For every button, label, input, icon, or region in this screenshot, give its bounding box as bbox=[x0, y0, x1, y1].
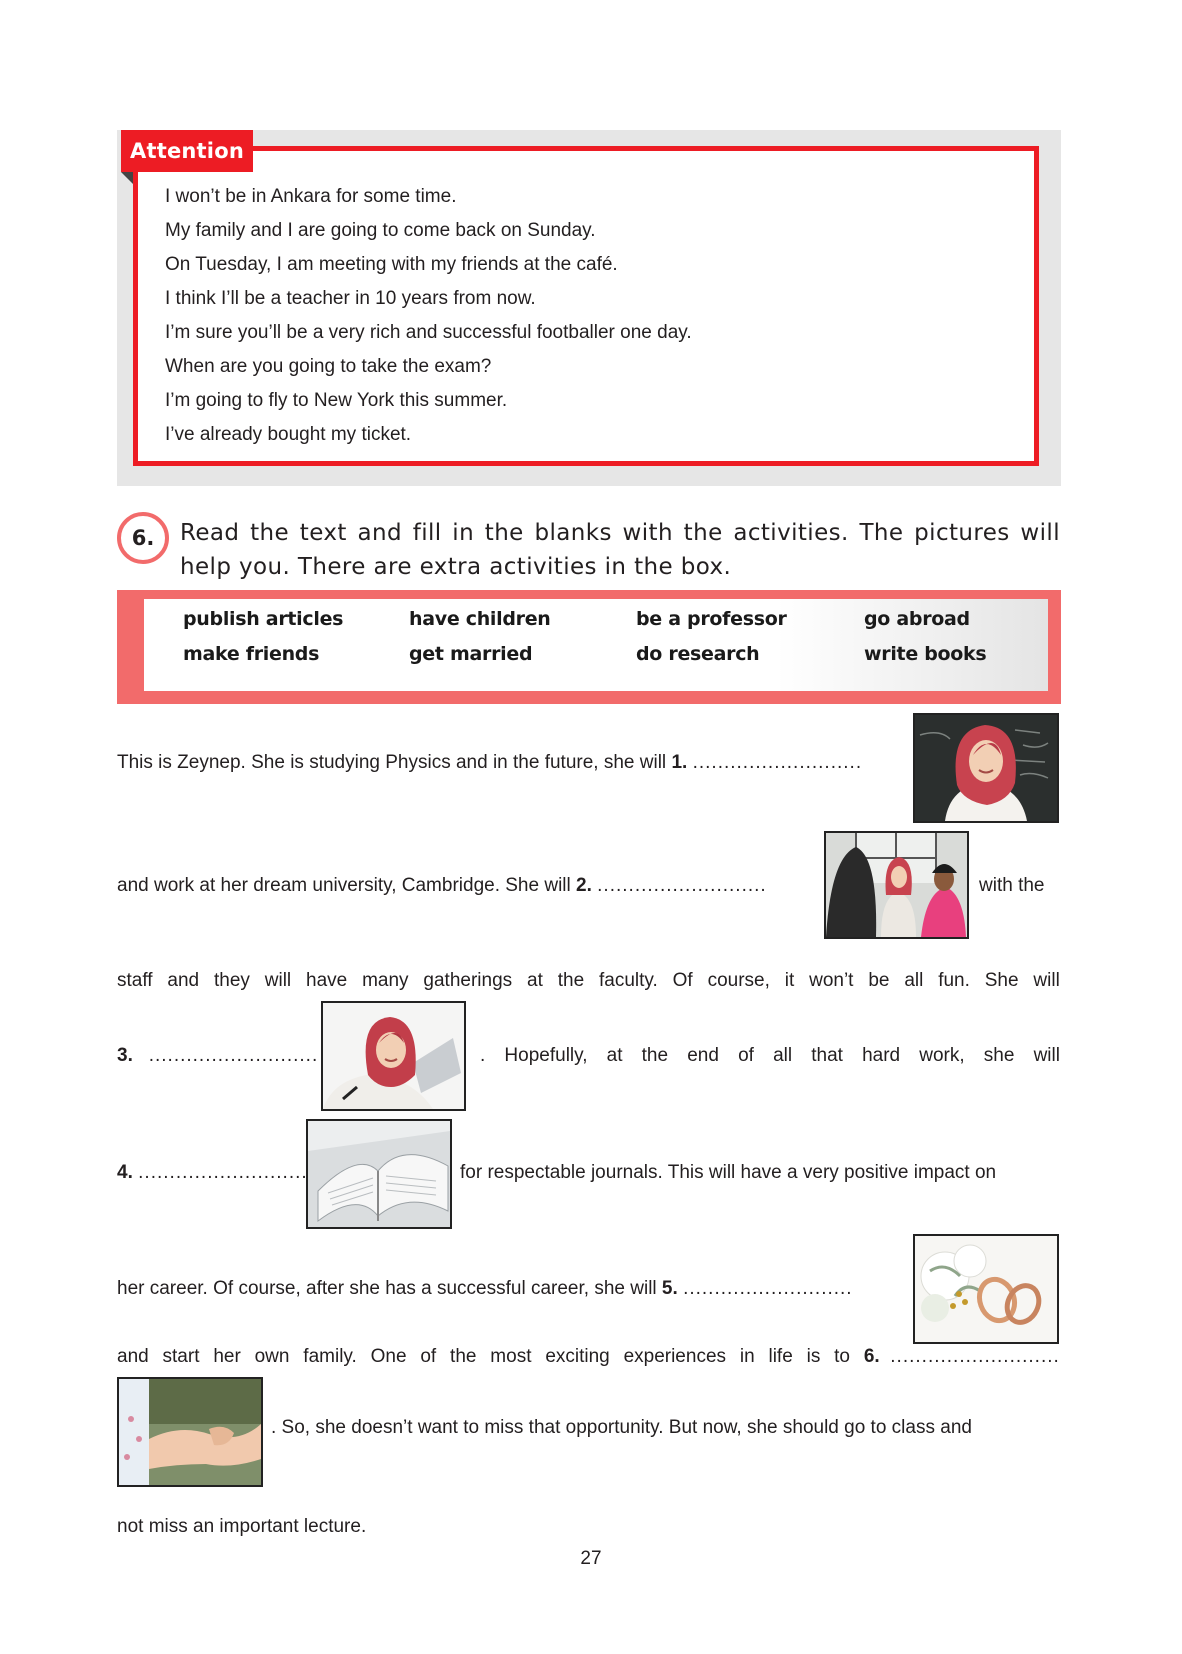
activity-item: have children bbox=[409, 608, 551, 630]
story-line-7: and start her own family. One of the most exciting experiences in life is to 6. ........................... bbox=[117, 1346, 1060, 1367]
blank-number: 1. bbox=[671, 752, 688, 773]
attention-line: I won’t be in Ankara for some time. bbox=[165, 186, 457, 207]
blank-5[interactable]: ........................... bbox=[683, 1278, 853, 1299]
exercise-instruction: Read the text and fill in the blanks with the activities. The pictures will help you. There are extra activities in the box. bbox=[180, 520, 1060, 580]
blank-1[interactable]: ........................... bbox=[692, 752, 863, 773]
activity-item: go abroad bbox=[864, 608, 970, 630]
exercise-number: 6. bbox=[117, 512, 169, 564]
attention-line: I’ve already bought my ticket. bbox=[165, 424, 412, 445]
blank-4[interactable]: ........................... bbox=[138, 1162, 308, 1183]
attention-lines bbox=[165, 180, 692, 452]
attention-line: I think I’ll be a teacher in 10 years from now. bbox=[165, 288, 536, 309]
professor-illustration bbox=[915, 715, 1057, 821]
blank-number: 5. bbox=[661, 1278, 678, 1299]
story-line-1: This is Zeynep. She is studying Physics and in the future, she will 1. ........................... bbox=[117, 752, 863, 773]
blank-3[interactable]: ........................... bbox=[148, 1045, 319, 1066]
story-line-2: and work at her dream university, Cambridge. She will 2. ........................... bbox=[117, 875, 767, 896]
attention-label: Attention bbox=[121, 130, 253, 172]
story-line-5-start bbox=[117, 1161, 308, 1185]
story-line-4-start bbox=[117, 1044, 318, 1068]
activity-item: get married bbox=[409, 643, 533, 665]
story-line-6: her career. Of course, after she has a successful career, she will 5. ........................... bbox=[117, 1278, 853, 1299]
story-line-2-end: with the bbox=[979, 875, 1045, 896]
story-line-8: . So, she doesn’t want to miss that opportunity. But now, she should go to class and bbox=[271, 1417, 972, 1438]
blank-number: 6. bbox=[863, 1346, 880, 1367]
page-number: 27 bbox=[580, 1548, 602, 1569]
rings-illustration bbox=[915, 1236, 1057, 1342]
activity-item: publish articles bbox=[183, 608, 344, 630]
holding-hands-illustration bbox=[119, 1379, 261, 1485]
activity-item: make friends bbox=[183, 643, 320, 665]
blank-2[interactable]: ........................... bbox=[597, 875, 767, 896]
attention-line: On Tuesday, I am meeting with my friends at the café. bbox=[165, 254, 618, 275]
attention-line: My family and I are going to come back on Sunday. bbox=[165, 220, 596, 241]
attention-line: When are you going to take the exam? bbox=[165, 356, 492, 377]
blank-6[interactable]: ........................... bbox=[890, 1346, 1060, 1367]
blank-number: 3. bbox=[117, 1045, 133, 1066]
blank-number: 4. bbox=[117, 1162, 133, 1183]
research-illustration bbox=[323, 1003, 464, 1109]
story-line-3: staff and they will have many gatherings at the faculty. Of course, it won’t be all fun. She will bbox=[117, 970, 1060, 991]
research-picture bbox=[321, 1001, 466, 1111]
articles-picture bbox=[306, 1119, 452, 1229]
children-picture bbox=[117, 1377, 263, 1487]
friends-picture bbox=[824, 831, 969, 939]
blank-number: 2. bbox=[576, 875, 592, 896]
journal-illustration bbox=[308, 1121, 450, 1227]
wedding-rings-picture bbox=[913, 1234, 1059, 1344]
activity-item: do research bbox=[636, 643, 760, 665]
story-line-4-end: . Hopefully, at the end of all that hard work, she will bbox=[480, 1045, 1060, 1066]
attention-line: I’m going to fly to New York this summer. bbox=[165, 390, 508, 411]
friends-illustration bbox=[826, 833, 967, 937]
story-line-5-end: for respectable journals. This will have a very positive impact on bbox=[460, 1162, 997, 1183]
activity-item: write books bbox=[864, 643, 987, 665]
activity-item: be a professor bbox=[636, 608, 787, 630]
story-line-9: not miss an important lecture. bbox=[117, 1516, 367, 1537]
attention-tab-fold bbox=[121, 172, 133, 184]
attention-line: I’m sure you’ll be a very rich and successful footballer one day. bbox=[165, 322, 692, 343]
professor-picture bbox=[913, 713, 1059, 823]
